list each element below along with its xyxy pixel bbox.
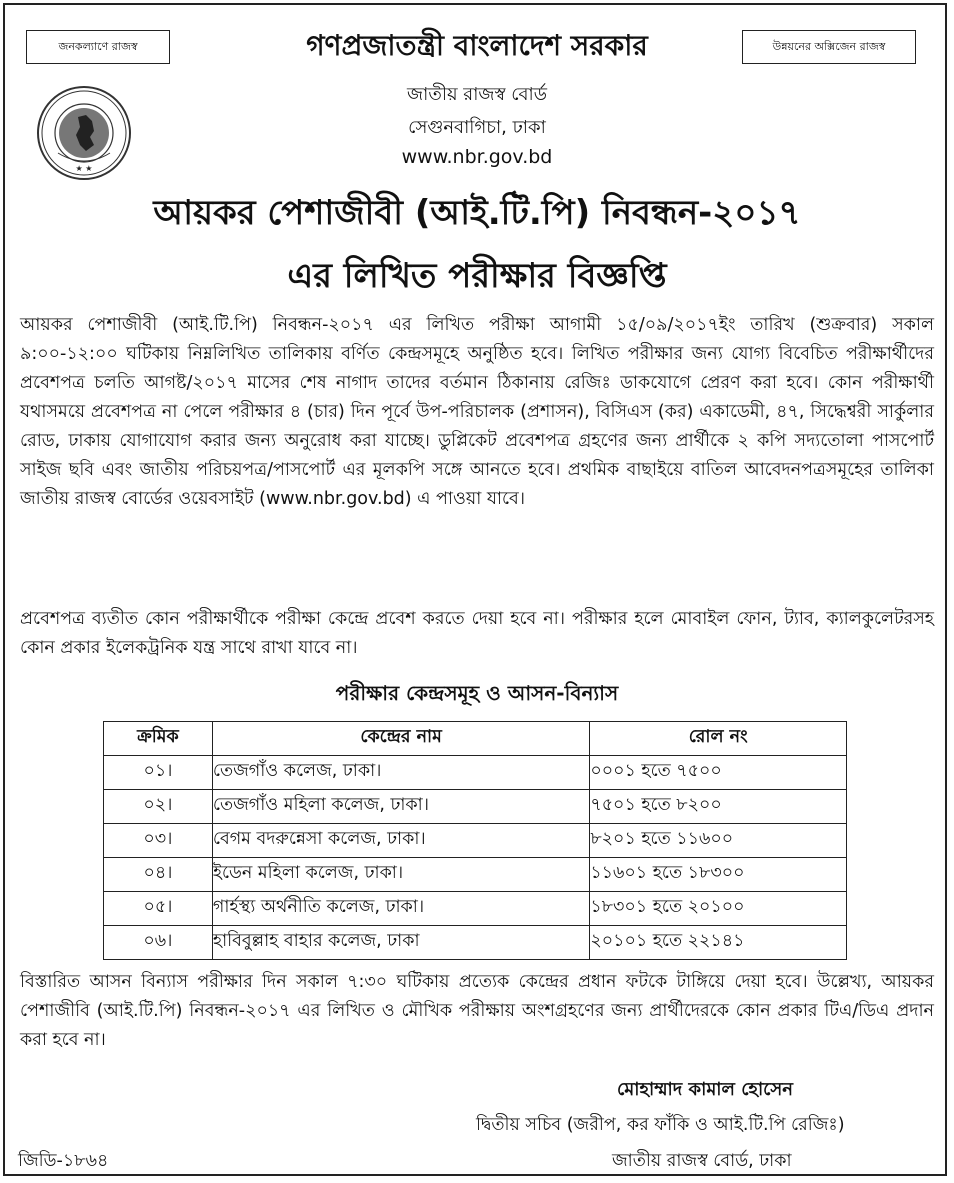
table-row bbox=[104, 756, 847, 790]
exam-centres-table bbox=[103, 721, 847, 960]
slogan-left: জনকল্যাণে রাজস্ব bbox=[58, 39, 138, 53]
header-roll-no: রোল নং bbox=[590, 722, 847, 756]
svg-text:★ ★: ★ ★ bbox=[75, 164, 93, 173]
row-centre-name: হাবিবুল্লাহ বাহার কলেজ, ঢাকা bbox=[212, 926, 589, 960]
website-text: www.nbr.gov.bd bbox=[401, 146, 553, 168]
headline-line-1: আয়কর পেশাজীবী (আই.টি.পি) নিবন্ধন-২০১৭ bbox=[153, 193, 801, 233]
table-row bbox=[104, 824, 847, 858]
headline-line-2: এর লিখিত পরীক্ষার বিজ্ঞপ্তি bbox=[287, 256, 667, 296]
gd-reference: জিডি-১৮৬৪ bbox=[18, 1151, 109, 1171]
government-title: গণপ্রজাতন্ত্রী বাংলাদেশ সরকার bbox=[306, 29, 648, 62]
row-serial: ০৬। bbox=[104, 926, 213, 960]
signatory-name: মোহাম্মাদ কামাল হোসেন bbox=[617, 1079, 794, 1100]
row-serial: ০২। bbox=[104, 790, 213, 824]
row-roll-range: ১৮৩০১ হতে ২০১০০ bbox=[590, 892, 847, 926]
row-roll-range: ২০১০১ হতে ২২১৪১ bbox=[590, 926, 847, 960]
row-roll-range: ০০০১ হতে ৭৫০০ bbox=[590, 756, 847, 790]
row-serial: ০৩। bbox=[104, 824, 213, 858]
row-centre-name: ইডেন মহিলা কলেজ, ঢাকা। bbox=[212, 858, 589, 892]
row-serial: ০৪। bbox=[104, 858, 213, 892]
table-title: পরীক্ষার কেন্দ্রসমূহ ও আসন-বিন্যাস bbox=[335, 681, 619, 705]
table-row bbox=[104, 790, 847, 824]
row-centre-name: তেজগাঁও কলেজ, ঢাকা। bbox=[212, 756, 589, 790]
table-header-row bbox=[104, 722, 847, 756]
header-serial: ক্রমিক bbox=[104, 722, 213, 756]
board-name: জাতীয় রাজস্ব বোর্ড bbox=[407, 84, 547, 105]
row-serial: ০৫। bbox=[104, 892, 213, 926]
paragraph-entry-rules: প্রবেশপত্র ব্যতীত কোন পরীক্ষার্থীকে পরীক্ষা কেন্দ্রে প্রবেশ করতে দেয়া হবে না। পরীক্ষার হলে মোবাইল ফোন, ট্যাব, ক্যালকুলেটরসহ কোন প্রকার ইলেকট্রনিক যন্ত্র সাথে রাখা যাবে না। bbox=[20, 609, 934, 658]
header-centre-name: কেন্দ্রের নাম bbox=[212, 722, 589, 756]
board-address: সেগুনবাগিচা, ঢাকা bbox=[408, 117, 546, 138]
table-row bbox=[104, 892, 847, 926]
signatory-title: দ্বিতীয় সচিব (জরীপ, কর ফাঁকি ও আই.টি.পি রেজিঃ) bbox=[476, 1115, 845, 1135]
row-serial: ০১। bbox=[104, 756, 213, 790]
row-centre-name: গার্হস্থ্য অর্থনীতি কলেজ, ঢাকা। bbox=[212, 892, 589, 926]
table-row bbox=[104, 926, 847, 960]
signatory-office: জাতীয় রাজস্ব বোর্ড, ঢাকা bbox=[612, 1151, 792, 1171]
row-roll-range: ৭৫০১ হতে ৮২০০ bbox=[590, 790, 847, 824]
row-centre-name: তেজগাঁও মহিলা কলেজ, ঢাকা। bbox=[212, 790, 589, 824]
row-roll-range: ১১৬০১ হতে ১৮৩০০ bbox=[590, 858, 847, 892]
paragraph-exam-schedule: আয়কর পেশাজীবী (আই.টি.পি) নিবন্ধন-২০১৭ এর লিখিত পরীক্ষা আগামী ১৫/০৯/২০১৭ইং তারিখ (শুক্রবার) সকাল ৯:০০-১২:০০ ঘটিকায় নিম্নলিখিত তালিকায় বর্ণিত কেন্দ্রসমূহে অনুষ্ঠিত হবে। লিখিত পরীক্ষার জন্য যোগ্য বিবেচিত পরীক্ষার্থীদের প্রবেশপত্র চলতি আগষ্ট/২০১৭ মাসের শেষ নাগাদ তাদের বর্তমান ঠিকানায় রেজিঃ ডাকযোগে প্রেরণ করা হবে। কোন পরীক্ষার্থী যথাসময়ে প্রবেশপত্র না পেলে পরীক্ষার ৪ (চার) দিন পূর্বে উপ-পরিচালক (প্রশাসন), বিসিএস (কর) একাডেমী, ৪৭, সিদ্ধেশ্বরী সার্কুলার রোড, ঢাকায় যোগাযোগ করার জন্য অনুরোধ করা যাচ্ছে। ডুপ্লিকেট প্রবেশপত্র গ্রহণের জন্য প্রার্থীকে ২ কপি সদ্যতোলা পাসপোর্ট সাইজ ছবি এবং জাতীয় পরিচয়পত্র/পাসপোর্ট এর মূলকপি সঙ্গে আনতে হবে। প্রথমিক বাছাইয়ে বাতিল আবেদনপত্রসমূহের তালিকা জাতীয় রাজস্ব বোর্ডের ওয়েবসাইট (www.nbr.gov.bd) এ পাওয়া যাবে। bbox=[20, 315, 934, 509]
paragraph-seating-note: বিস্তারিত আসন বিন্যাস পরীক্ষার দিন সকাল ৭:৩০ ঘটিকায় প্রত্যেক কেন্দ্রের প্রধান ফটকে টাঙ্গিয়ে দেয়া হবে। উল্লেখ্য, আয়কর পেশাজীবি (আই.টি.পি) নিবন্ধন-২০১৭ এর লিখিত ও মৌখিক পরীক্ষায় অংশগ্রহণের জন্য প্রার্থীদেরকে কোন প্রকার টিএ/ডিএ প্রদান করা হবে না। bbox=[20, 972, 934, 1050]
row-roll-range: ৮২০১ হতে ১১৬০০ bbox=[590, 824, 847, 858]
slogan-right: উন্নয়নের অক্সিজেন রাজস্ব bbox=[772, 39, 886, 53]
row-centre-name: বেগম বদরুন্নেসা কলেজ, ঢাকা। bbox=[212, 824, 589, 858]
table-row bbox=[104, 858, 847, 892]
